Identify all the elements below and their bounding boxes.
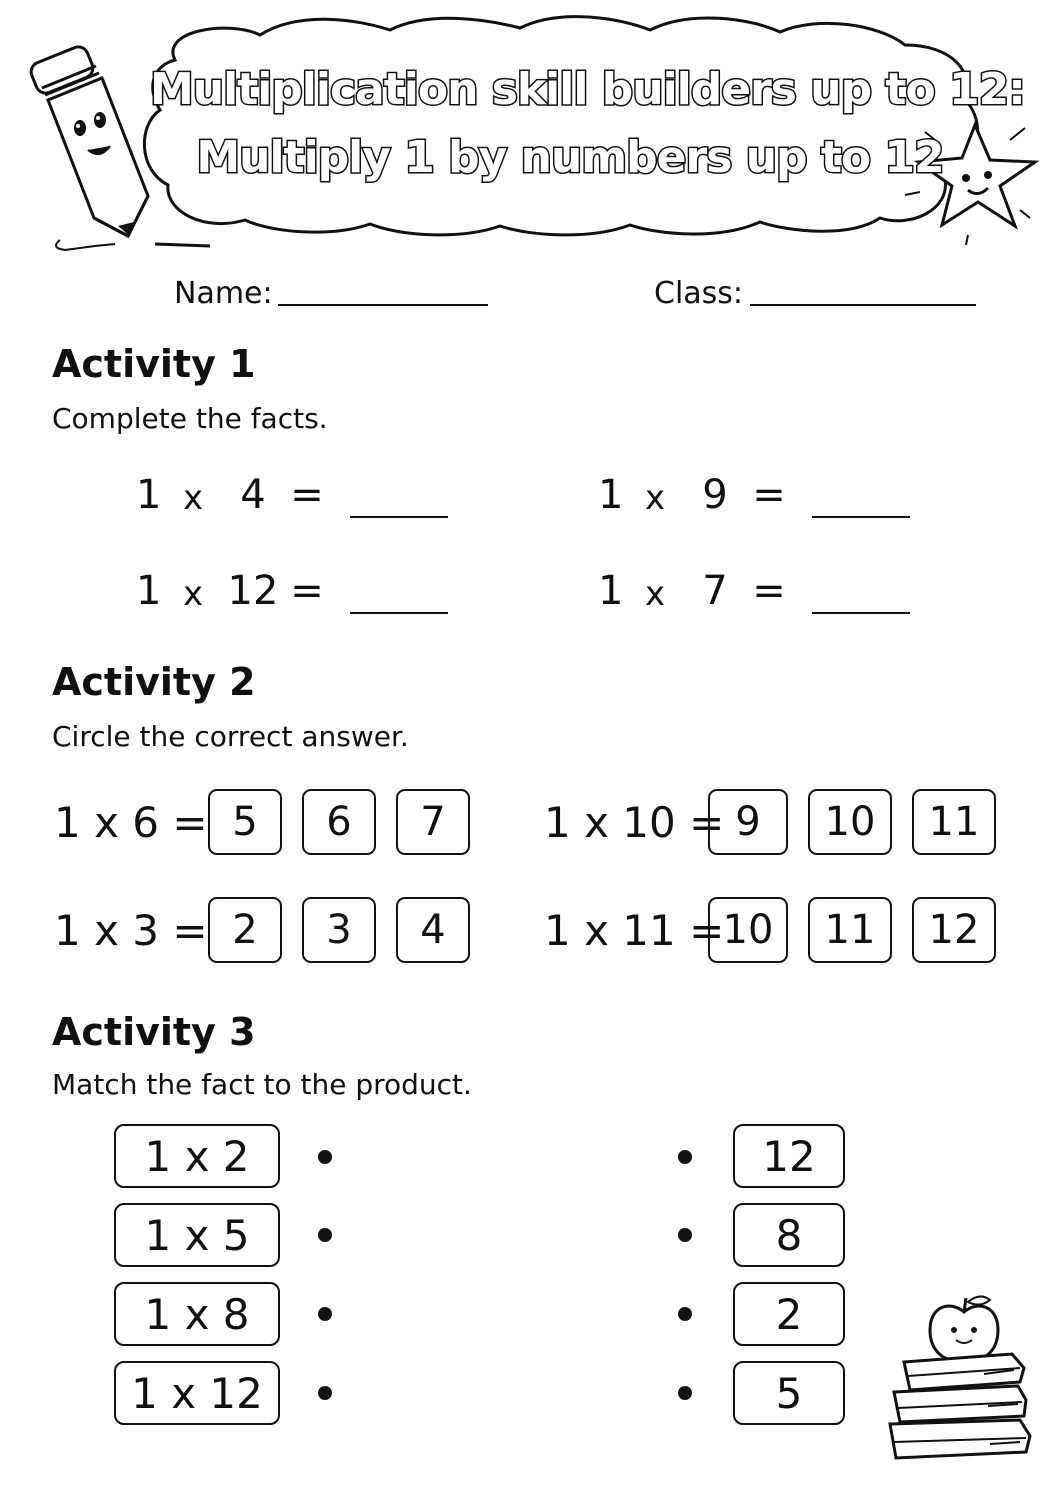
activity-3-instruction: Match the fact to the product. [52,1068,472,1101]
answer-option[interactable]: 11 [808,897,892,963]
activity-2-question [54,894,490,966]
answer-option[interactable]: 10 [808,789,892,855]
fact-factor-a: 1 [136,568,162,614]
fact-operator: x [644,574,666,614]
answer-option[interactable]: 12 [912,897,996,963]
match-product-box: 2 [733,1282,845,1346]
name-field[interactable] [278,304,488,306]
activity-2-question [544,786,996,858]
activity-2-instruction: Circle the correct answer. [52,720,409,753]
answer-option[interactable]: 10 [708,897,788,963]
question-text: 1 x 11 = [544,905,725,955]
match-product-dot[interactable] [678,1150,692,1164]
answer-option[interactable]: 11 [912,789,996,855]
name-label: Name: [174,276,273,311]
match-product-box: 8 [733,1203,845,1267]
match-product-dot[interactable] [678,1307,692,1321]
match-fact-dot[interactable] [318,1228,332,1242]
question-text: 1 x 6 = [54,797,208,847]
match-product-dot[interactable] [678,1228,692,1242]
match-fact-dot[interactable] [318,1307,332,1321]
title-line-1: Multiplication skill builders up to 12: [150,64,1025,115]
fact-equals: = [290,568,324,614]
match-product-dot[interactable] [678,1386,692,1400]
activity-2-title: Activity 2 [52,660,256,704]
activity-1-instruction: Complete the facts. [52,402,328,435]
activity-1-fact [598,462,910,518]
header-decoration [0,0,1055,260]
fact-equals: = [752,568,786,614]
answer-option[interactable]: 4 [396,897,470,963]
title-cloud-shape [144,17,977,235]
fact-operator: x [182,478,204,518]
match-fact-dot[interactable] [318,1386,332,1400]
answer-blank[interactable] [812,572,910,614]
fact-operator: x [644,478,666,518]
match-fact-box: 1 x 8 [114,1282,280,1346]
fact-equals: = [752,472,786,518]
fact-operator: x [182,574,204,614]
activity-3-title: Activity 3 [52,1010,256,1054]
fact-factor-a: 1 [598,472,624,518]
match-fact-box: 1 x 2 [114,1124,280,1188]
fact-factor-b: 9 [702,472,728,518]
activity-1-title: Activity 1 [52,342,256,386]
activity-2-question [544,894,996,966]
answer-option[interactable]: 5 [208,789,282,855]
fact-factor-a: 1 [598,568,624,614]
answer-blank[interactable] [812,476,910,518]
title-line-2: Multiply 1 by numbers up to 12 [196,132,944,183]
question-text: 1 x 10 = [544,797,725,847]
fact-factor-b: 7 [702,568,728,614]
match-product-box: 12 [733,1124,845,1188]
question-text: 1 x 3 = [54,905,208,955]
match-fact-box: 1 x 12 [114,1361,280,1425]
answer-option[interactable]: 6 [302,789,376,855]
activity-1-fact [598,558,910,614]
activity-1-fact [136,558,448,614]
answer-option[interactable]: 9 [708,789,788,855]
answer-blank[interactable] [350,572,448,614]
activity-1-fact [136,462,448,518]
fact-equals: = [290,472,324,518]
match-fact-box: 1 x 5 [114,1203,280,1267]
activity-2-question [54,786,490,858]
class-field[interactable] [750,304,976,306]
answer-option[interactable]: 3 [302,897,376,963]
answer-blank[interactable] [350,476,448,518]
answer-option[interactable]: 7 [396,789,470,855]
fact-factor-a: 1 [136,472,162,518]
match-product-box: 5 [733,1361,845,1425]
fact-factor-b: 12 [227,568,279,614]
match-fact-dot[interactable] [318,1150,332,1164]
class-label: Class: [654,276,744,311]
books-apple-icon [880,1290,1040,1470]
answer-option[interactable]: 2 [208,897,282,963]
fact-factor-b: 4 [240,472,266,518]
